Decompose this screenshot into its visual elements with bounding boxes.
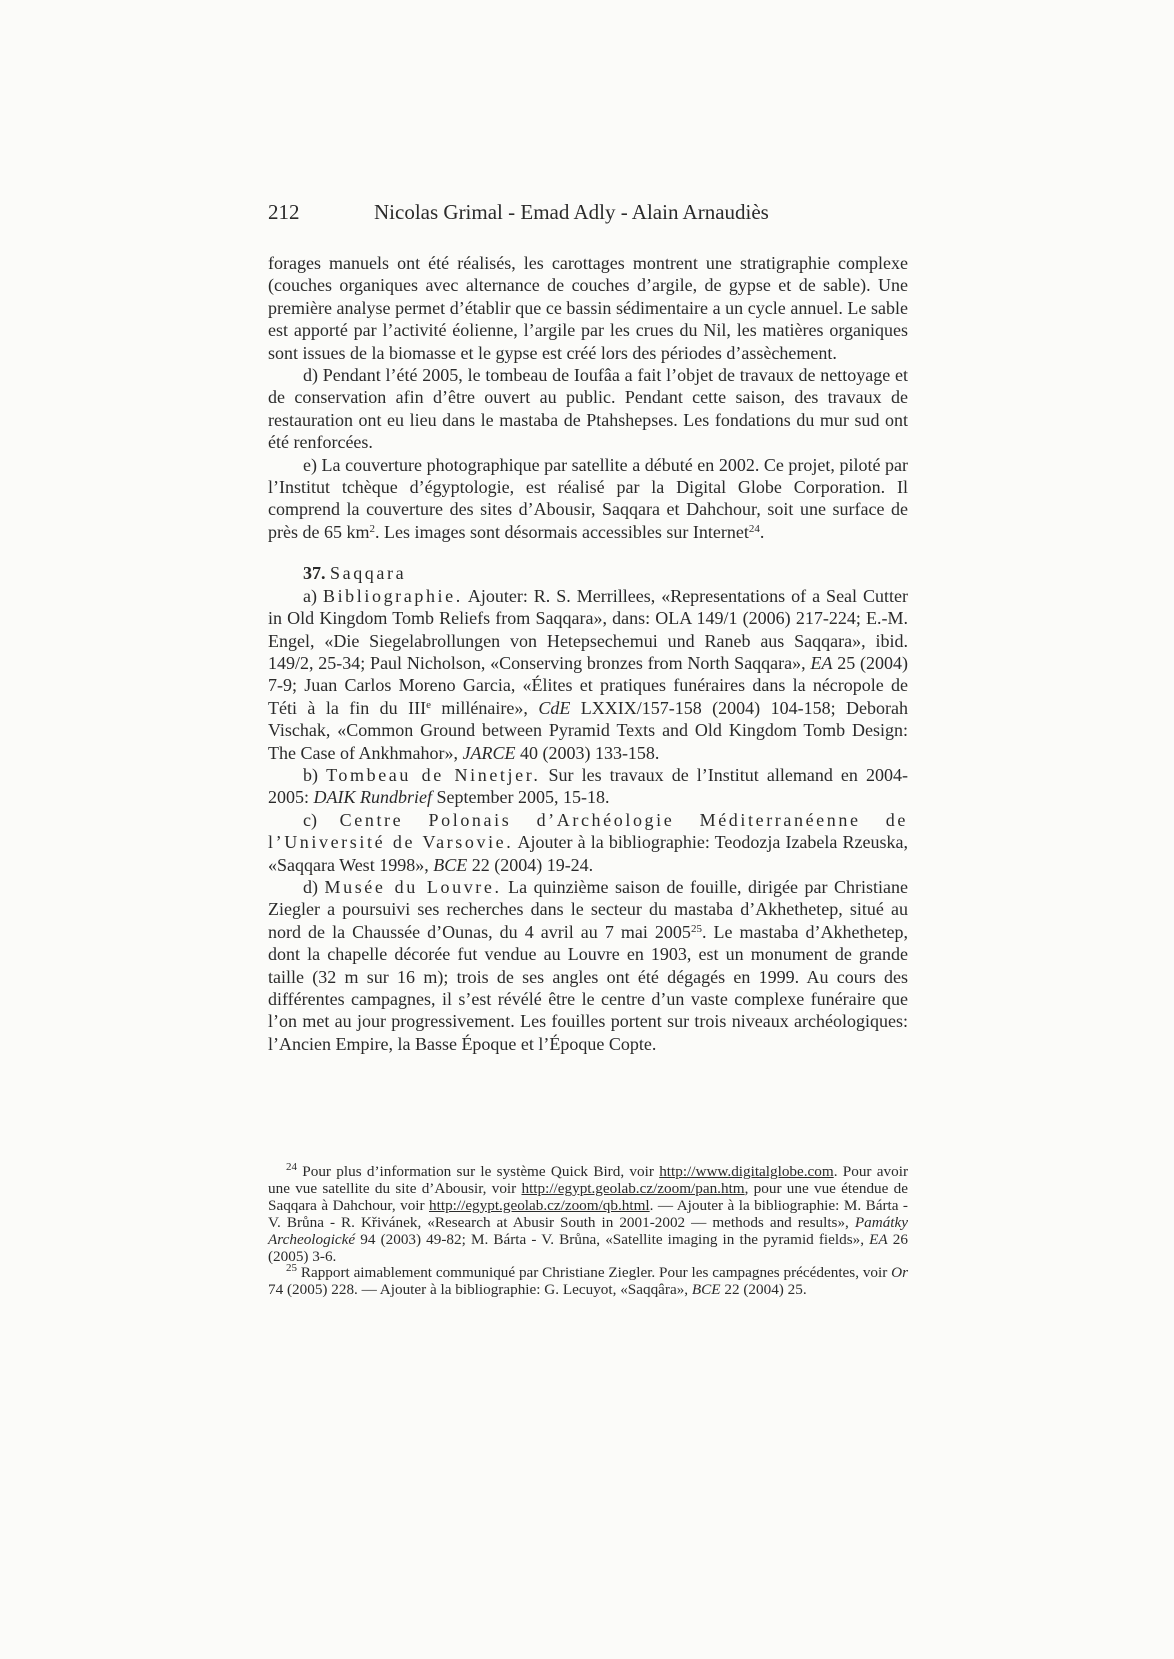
item-heading: Musée du Louvre. <box>324 876 502 897</box>
item-heading: Centre Polonais d’Archéologie Méditerranéenne de l’Université de Varsovie. <box>268 809 908 853</box>
text-run: 22 (2004) 19-24. <box>467 854 594 875</box>
text-run: , pour une vue étendue de Saqqara à Dahchour, voir <box>268 1179 908 1214</box>
link-digitalglobe[interactable]: http://www.digitalglobe.com <box>659 1163 834 1180</box>
footnote-25 <box>268 1262 908 1299</box>
text-run: 25 (2004) 7-9; Juan Carlos Moreno Garcia, «Élites et pratiques funéraires dans la nécropole de Téti à la fin du III <box>268 652 909 718</box>
footnotes <box>268 1161 908 1299</box>
item-label: b) <box>303 764 327 785</box>
text-run: Rapport aimablement communiqué par Christiane Ziegler. Pour les campagnes précédentes, voir <box>297 1264 892 1282</box>
italic-run: Památky Archeologické <box>268 1213 908 1248</box>
italic-run: BCE <box>691 1281 721 1299</box>
italic-run: Or <box>891 1264 908 1282</box>
item-label: d) <box>303 876 325 897</box>
footnote-mark: 24 <box>286 1161 297 1173</box>
italic-run: CdE <box>538 697 571 718</box>
paragraph-continued: forages manuels ont été réalisés, les carottages montrent une stratigraphie complexe (couches organiques avec alternance de couches d’argile, de gypse et de sable). Une première analyse permet d’établir que ce bassin sédimentaire a un cycle annuel. Le sable est apporté par l’activité éolienne, l’argile par les crues du Nil, les matières organiques sont issues de la biomasse et le gypse est créé lors des périodes d’assèchement. <box>268 253 908 363</box>
link-geolab-pan[interactable]: http://egypt.geolab.cz/zoom/pan.htm <box>521 1179 745 1197</box>
text-run: Ajouter: R. S. Merrillees, «Representations of a Seal Cutter in Old Kingdom Tomb Reliefs from Saqqara», dans: OLA 149/1 (2006) 217-224; E.-M. Engel, «Die Siegelabrollungen von Hetepsechemui und Raneb aus Saqqara», ibid. 149/2, 25-34; Paul Nicholson, «Conserving bronzes from North Saqqara», <box>268 585 909 673</box>
text-run: La quinzième saison de fouille, dirigée par Christiane Ziegler a poursuivi ses recherches dans le secteur du mastaba d’Akhethetep, situé au nord de la Chaussée d’Ounas, du 4 avril au 7 mai 2005 <box>268 876 908 942</box>
link-geolab-qb[interactable]: http://egypt.geolab.cz/zoom/qb.html <box>429 1196 650 1214</box>
paragraph-b-ninetjer <box>268 764 908 809</box>
paragraph-d-louvre <box>268 876 908 1055</box>
footnote-ref-24: 24 <box>748 522 760 535</box>
text-run: e) La couverture photographique par satellite a débuté en 2002. Ce projet, piloté par l’Institut tchèque d’égyptologie, est réalisé par la Digital Globe Corporation. Il comprend la couverture des sites d’Abousir, Saqqara et Dahchour, soit une surface de près de 65 km <box>268 454 908 542</box>
italic-run: BCE <box>433 854 468 875</box>
text-run: 74 (2005) 228. — Ajouter à la bibliographie: G. Lecuyot, «Saqqâra», <box>268 1281 692 1299</box>
main-text <box>268 252 908 1055</box>
item-label: a) <box>303 585 323 606</box>
text-run: . Pour avoir une vue satellite du site d’Abousir, voir <box>268 1163 908 1197</box>
text-run: September 2005, 15-18. <box>432 787 610 808</box>
running-title-authors: Nicolas Grimal - Emad Adly - Alain Arnaudiès <box>374 200 769 224</box>
text-run: millénaire», <box>431 697 539 718</box>
section-heading <box>268 562 908 584</box>
footnote-ref-25: 25 <box>690 922 702 935</box>
paragraph-a-bibliographie <box>268 585 908 764</box>
page-number: 212 <box>268 200 300 224</box>
italic-run: JARCE <box>462 742 516 763</box>
item-heading: Bibliographie. <box>322 585 463 606</box>
text-run: Sur les travaux de l’Institut allemand en 2004-2005: <box>268 764 908 808</box>
paragraph-e-satellite <box>268 454 908 544</box>
text-run: 22 (2004) 25. <box>720 1281 807 1299</box>
running-header <box>268 198 908 226</box>
text-run: . — Ajouter à la bibliographie: M. Bárta - V. Brůna - R. Křivánek, «Research at Abusir South in 2001-2002 — methods and results», <box>268 1196 908 1231</box>
superscript: e <box>426 698 431 711</box>
footnote-mark: 25 <box>286 1262 297 1275</box>
paragraph-d-ioufaa: d) Pendant l’été 2005, le tombeau de Ioufâa a fait l’objet de travaux de nettoyage et de conservation afin d’être ouvert au public. Pendant cette saison, des travaux de restauration ont eu lieu dans le mastaba de Ptahshepses. Les fondations du mur sud ont été renforcées. <box>268 365 908 453</box>
footnote-24 <box>268 1161 908 1265</box>
text-run: Ajouter à la bibliographie: Teodozja Izabela Rzeuska, «Saqqara West 1998», <box>268 832 908 875</box>
item-label: c) <box>303 809 340 830</box>
text-run: LXXIX/157-158 (2004) 104-158; Deborah Vischak, «Common Ground between Pyramid Texts and Old Kingdom Tomb Design: The Case of Ankhmahor», <box>268 697 909 763</box>
text-run: Pour plus d’information sur le système Quick Bird, voir <box>297 1163 660 1180</box>
italic-run: EA <box>869 1230 888 1248</box>
italic-run: DAIK Rundbrief <box>313 787 433 808</box>
item-heading: Tombeau de Ninetjer. <box>326 764 541 785</box>
text-run: . Les images sont désormais accessibles sur Internet <box>374 521 749 542</box>
text-run: 40 (2003) 133-158. <box>515 742 660 763</box>
section-title: Saqqara <box>330 563 407 584</box>
italic-run: EA <box>810 652 833 673</box>
superscript: 2 <box>369 522 375 535</box>
text-run: 26 (2005) 3-6. <box>268 1230 908 1265</box>
section-number: 37. <box>303 563 326 584</box>
text-run: . <box>759 521 765 542</box>
text-run: . Le mastaba d’Akhethetep, dont la chapelle décorée fut vendue au Louvre en 1903, est un monument de grande taille (32 m sur 16 m); trois de ses angles ont été dégagés en 1999. Au cours des différentes campagnes, il s’est révélé être le centre d’un vaste complexe funéraire que l’on met au jour progressivement. Les fouilles portent sur trois niveaux archéologiques: l’Ancien Empire, la Basse Époque et l’Époque Copte. <box>268 921 908 1054</box>
paragraph-c-centre-polonais <box>268 809 908 876</box>
text-run: 94 (2003) 49-82; M. Bárta - V. Brůna, «Satellite imaging in the pyramid fields», <box>355 1230 870 1248</box>
